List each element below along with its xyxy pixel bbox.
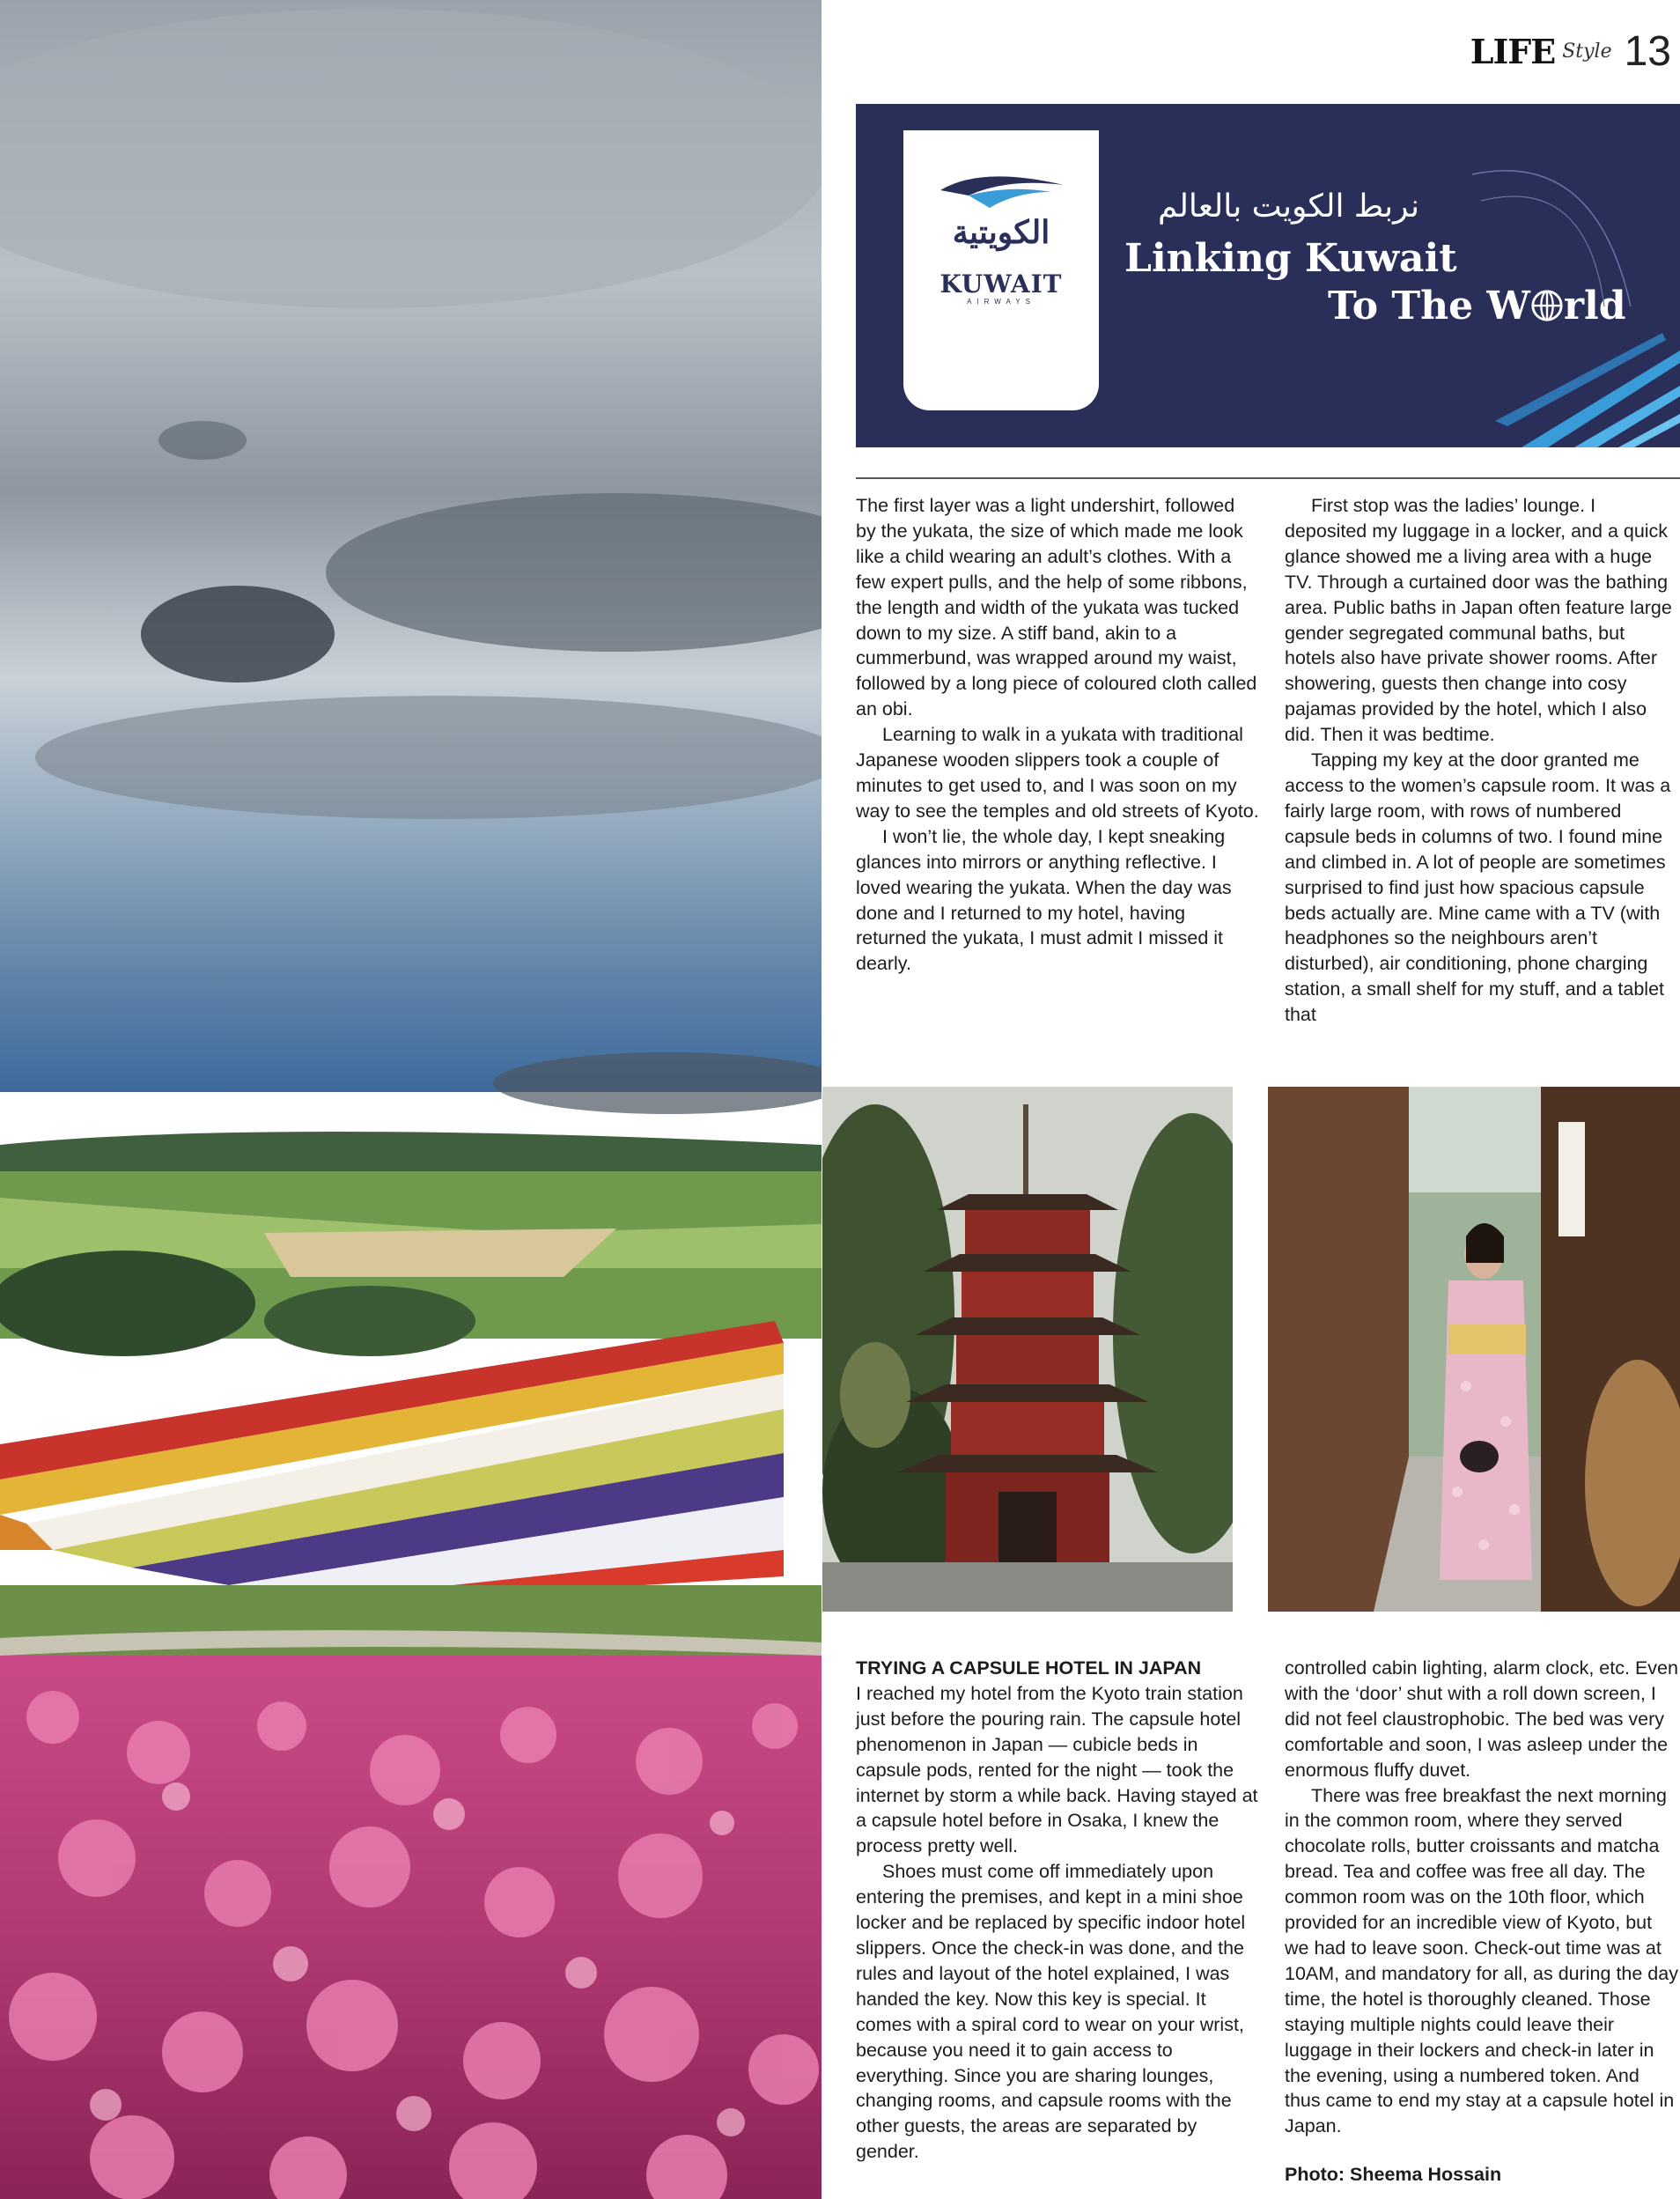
paragraph: I reached my hotel from the Kyoto train station just before the pouring rain. The capsule hotel phenomenon in Japan — cubicle beds in capsule pods, rented for the night — took the internet by storm a while back. Having stayed at a capsule hotel before in Osaka, I knew the process pretty well. <box>856 1682 1258 1857</box>
yukata-street-illustration <box>1268 1087 1680 1612</box>
brand-life: LIFE <box>1470 31 1556 71</box>
pagoda-photo <box>822 1087 1233 1612</box>
article-column-3 <box>856 1656 1259 2165</box>
logo-english: KUWAIT <box>939 269 1063 299</box>
speed-streaks-icon <box>1486 315 1680 447</box>
paragraph: controlled cabin lighting, alarm clock, etc. Even with the ‘door’ shut with a roll down screen, I did not feel claustrophobic. The bed was very comfortable and soon, I was asleep under the enormous fluffy duvet. <box>1285 1657 1678 1781</box>
kuwait-airways-ad <box>856 104 1680 447</box>
section-heading: TRYING A CAPSULE HOTEL IN JAPAN <box>856 1657 1202 1679</box>
photo-credit: Photo: Sheema Hossain <box>1285 2164 1502 2186</box>
article-column-1 <box>856 493 1259 977</box>
airline-logo <box>903 130 1099 410</box>
logo-arabic: الكويتية <box>952 214 1050 251</box>
page-header <box>1470 25 1671 77</box>
paragraph: First stop was the ladies’ lounge. I deposited my luggage in a locker, and a quick glance showed me a living area with a huge TV. Through a curtained door was the bathing area. Public baths in Japan often feature large gender segregated communal baths, but hotels also have private shower rooms. After showering, guests then change into cosy pajamas provided by the hotel, which I also did. Then it was bedtime. <box>1285 495 1672 746</box>
paragraph: Tapping my key at the door granted me access to the women’s capsule room. It was a fairly large room, with rows of numbered capsule beds in columns of two. I found mine and climbed in. A lot of people are sometimes surprised to find just how spacious capsule beds actually are. Mine came with a TV (with headphones so the neighbours aren’t disturbed), air conditioning, phone charging station, a small shelf for my stuff, and a tablet that <box>1285 749 1671 1026</box>
tagline-line2-post: rld <box>1563 284 1626 328</box>
tagline-arabic: نربط الكويت بالعالم <box>1158 188 1419 225</box>
paragraph: The first layer was a light undershirt, followed by the yukata, the size of which made me look like a child wearing an adult’s clothes. With a few expert pulls, and the help of some ribbons, the length and width of the yukata was tucked down to my size. A stiff band, akin to a cummerbund, was wrapped around my waist, followed by a long piece of coloured cloth called an obi. <box>856 495 1257 720</box>
brand-style: Style <box>1562 40 1612 63</box>
article-column-4 <box>1285 1656 1680 2188</box>
landscape-flower-field-photo <box>0 0 822 2199</box>
paragraph: There was free breakfast the next morning in the common room, where they served chocolate rolls, butter croissants and matcha bread. Tea and coffee was free all day. The common room was on the 10th floor, which provided for an incredible view of Kyoto, but we had to leave soon. Check-out time was at 10AM, and mandatory for all, as during the day time, the hotel is thoroughly cleaned. Those staying multiple nights could leave their luggage in their lockers and check-in later in the evening, using a numbered token. And thus came to end my stay at a capsule hotel in Japan. <box>1285 1784 1678 2137</box>
tagline-line1: Linking Kuwait <box>1124 236 1457 281</box>
paragraph: I won’t lie, the whole day, I kept sneaking glances into mirrors or anything reflective. I loved wearing the yukata. When the day was done and I returned to my hotel, having returned the yukata, I must admit I missed it dearly. <box>856 825 1232 975</box>
landscape-photo-illustration <box>0 0 822 2199</box>
orbit-lines-icon <box>1463 139 1639 315</box>
section-divider <box>856 477 1680 479</box>
paragraph: Learning to walk in a yukata with traditional Japanese wooden slippers took a couple of minutes to get used to, and I was soon on my way to see the temples and old streets of Kyoto. <box>856 724 1259 822</box>
bird-logo-icon <box>937 166 1067 215</box>
article-column-2 <box>1285 493 1680 1028</box>
tagline-line2-pre: To The W <box>1328 284 1530 328</box>
paragraph: Shoes must come off immediately upon entering the premises, and kept in a mini shoe locker and be replaced by specific indoor hotel slippers. Once the check-in was done, and the rules and layout of the hotel explained, I was handed the key. Now this key is special. It comes with a spiral cord to wear on your wrist, because you need it to gain access to everything. Since you are sharing lounges, changing rooms, and capsule rooms with the other guests, the areas are separated by gender. <box>856 1861 1246 2163</box>
woman-in-yukata-photo <box>1268 1087 1680 1612</box>
pagoda-illustration <box>822 1087 1233 1612</box>
page-number: 13 <box>1624 27 1671 75</box>
logo-sub: AIRWAYS <box>967 298 1035 306</box>
